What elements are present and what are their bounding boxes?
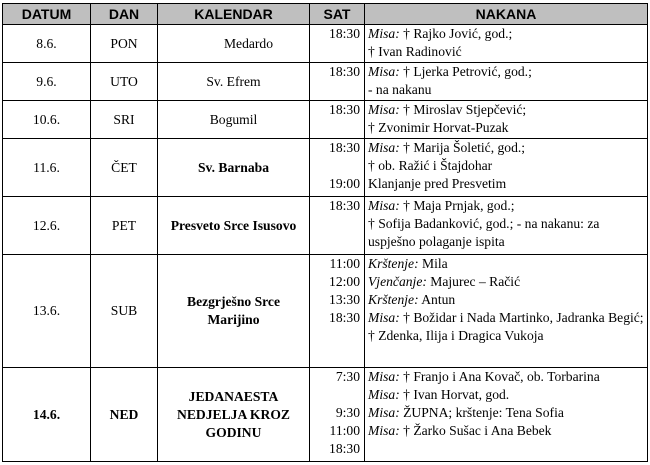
- date-cell: 11.6.: [3, 139, 91, 197]
- intention-text: † Rajko Jović, god.;: [399, 26, 513, 41]
- intention-prefix: Misa:: [368, 423, 400, 438]
- intention-prefix: Krštenje:: [368, 256, 419, 271]
- intention-text: † Sofija Badanković, god.; - na nakanu: za uspješno polaganje ispita: [368, 216, 600, 249]
- time-value: 13:30: [329, 292, 360, 307]
- calendar-cell: Bogumil: [158, 101, 310, 139]
- intention-prefix: Misa:: [368, 102, 400, 117]
- intention-prefix: Misa:: [368, 405, 400, 420]
- intention-cell: [365, 25, 648, 63]
- intention-text: ŽUPNA; krštenje: Tena Sofia: [399, 405, 564, 420]
- table-row: [3, 101, 648, 139]
- time-cell: [310, 368, 365, 462]
- table-row: [3, 25, 648, 63]
- intention-cell: [365, 255, 648, 368]
- intention-text: Klanjanje pred Presvetim: [368, 176, 507, 191]
- time-value: 11:00: [329, 256, 360, 271]
- date-cell: 14.6.: [3, 368, 91, 462]
- calendar-cell: JEDANAESTA NEDJELJA KROZ GODINU: [158, 368, 310, 462]
- header-dan: DAN: [91, 4, 158, 25]
- intention-prefix: Misa:: [368, 310, 400, 325]
- intention-text: † Zvonimir Horvat-Puzak: [368, 120, 509, 135]
- intention-text: † Božidar i Nada Martinko, Jadranka Begić;: [399, 310, 644, 325]
- day-cell: SRI: [91, 101, 158, 139]
- intention-text: † Miroslav Stjepčević;: [399, 102, 527, 117]
- intention-text: † ob. Ražić i Štajdohar: [368, 158, 493, 173]
- calendar-label: Medardo: [223, 35, 274, 51]
- time-value: 7:30: [335, 369, 360, 384]
- date-cell: 12.6.: [3, 197, 91, 255]
- intention-text: † Žarko Sušac i Ana Bebek: [399, 423, 552, 438]
- day-cell: NED: [91, 368, 158, 462]
- table-row: [3, 139, 648, 197]
- header-sat: SAT: [310, 4, 365, 25]
- intention-prefix: Misa:: [368, 369, 400, 384]
- time-cell: [310, 139, 365, 197]
- day-cell: PET: [91, 197, 158, 255]
- time-value: 19:00: [329, 176, 360, 191]
- time-value: 18:30: [329, 64, 360, 79]
- time-value: 9:30: [335, 405, 360, 420]
- intention-text: Mila: [418, 256, 448, 271]
- time-value: 18:30: [329, 140, 360, 155]
- date-cell: 10.6.: [3, 101, 91, 139]
- intention-prefix: Misa:: [368, 140, 400, 155]
- header-kalendar: KALENDAR: [158, 4, 310, 25]
- intention-text: † Zdenka, Ilija i Dragica Vukoja: [368, 328, 544, 343]
- intention-text: Majurec – Račić: [426, 274, 521, 289]
- intention-text: † Ivan Radinović: [368, 44, 462, 59]
- intention-prefix: Vjenčanje:: [368, 274, 427, 289]
- intention-cell: [365, 197, 648, 255]
- schedule-table: [2, 3, 648, 462]
- calendar-cell: Bezgrješno Srce Marijino: [158, 255, 310, 368]
- intention-text: Antun: [418, 292, 456, 307]
- table-row: [3, 197, 648, 255]
- calendar-cell: Presveto Srce Isusovo: [158, 197, 310, 255]
- intention-cell: [365, 101, 648, 139]
- date-cell: 13.6.: [3, 255, 91, 368]
- table-row: [3, 255, 648, 368]
- intention-text: † Franjo i Ana Kovač, ob. Torbarina: [399, 369, 600, 384]
- day-cell: PON: [91, 25, 158, 63]
- time-value: 18:30: [329, 310, 360, 325]
- intention-prefix: Misa:: [368, 198, 400, 213]
- time-value: 18:30: [329, 198, 360, 213]
- intention-cell: [365, 63, 648, 101]
- day-cell: SUB: [91, 255, 158, 368]
- time-cell: [310, 255, 365, 368]
- time-value: 11:00: [329, 423, 360, 438]
- intention-prefix: Misa:: [368, 387, 400, 402]
- intention-cell: [365, 368, 648, 462]
- intention-prefix: Misa:: [368, 26, 400, 41]
- intention-prefix: Krštenje:: [368, 292, 419, 307]
- calendar-cell: Sv. Efrem: [158, 63, 310, 101]
- date-cell: 8.6.: [3, 25, 91, 63]
- intention-text: † Ljerka Petrović, god.;: [399, 64, 532, 79]
- day-cell: UTO: [91, 63, 158, 101]
- table-row: [3, 368, 648, 462]
- intention-text: † Ivan Horvat, god.: [399, 387, 510, 402]
- time-cell: [310, 197, 365, 255]
- intention-prefix: Misa:: [368, 64, 400, 79]
- time-cell: [310, 25, 365, 63]
- table-row: [3, 63, 648, 101]
- intention-text: - na nakanu: [368, 82, 432, 97]
- calendar-cell: [158, 25, 310, 63]
- header-row: [3, 4, 648, 25]
- calendar-cell: Sv. Barnaba: [158, 139, 310, 197]
- date-cell: 9.6.: [3, 63, 91, 101]
- time-value: 12:00: [329, 274, 360, 289]
- header-datum: DATUM: [3, 4, 91, 25]
- time-value: 18:30: [329, 26, 360, 41]
- time-cell: [310, 101, 365, 139]
- time-value: 18:30: [329, 441, 360, 456]
- day-cell: ČET: [91, 139, 158, 197]
- time-cell: [310, 63, 365, 101]
- intention-text: † Maja Prnjak, god.;: [399, 198, 515, 213]
- header-nakana: NAKANA: [365, 4, 648, 25]
- intention-cell: [365, 139, 648, 197]
- time-value: 18:30: [329, 102, 360, 117]
- intention-text: † Marija Šoletić, god.;: [399, 140, 526, 155]
